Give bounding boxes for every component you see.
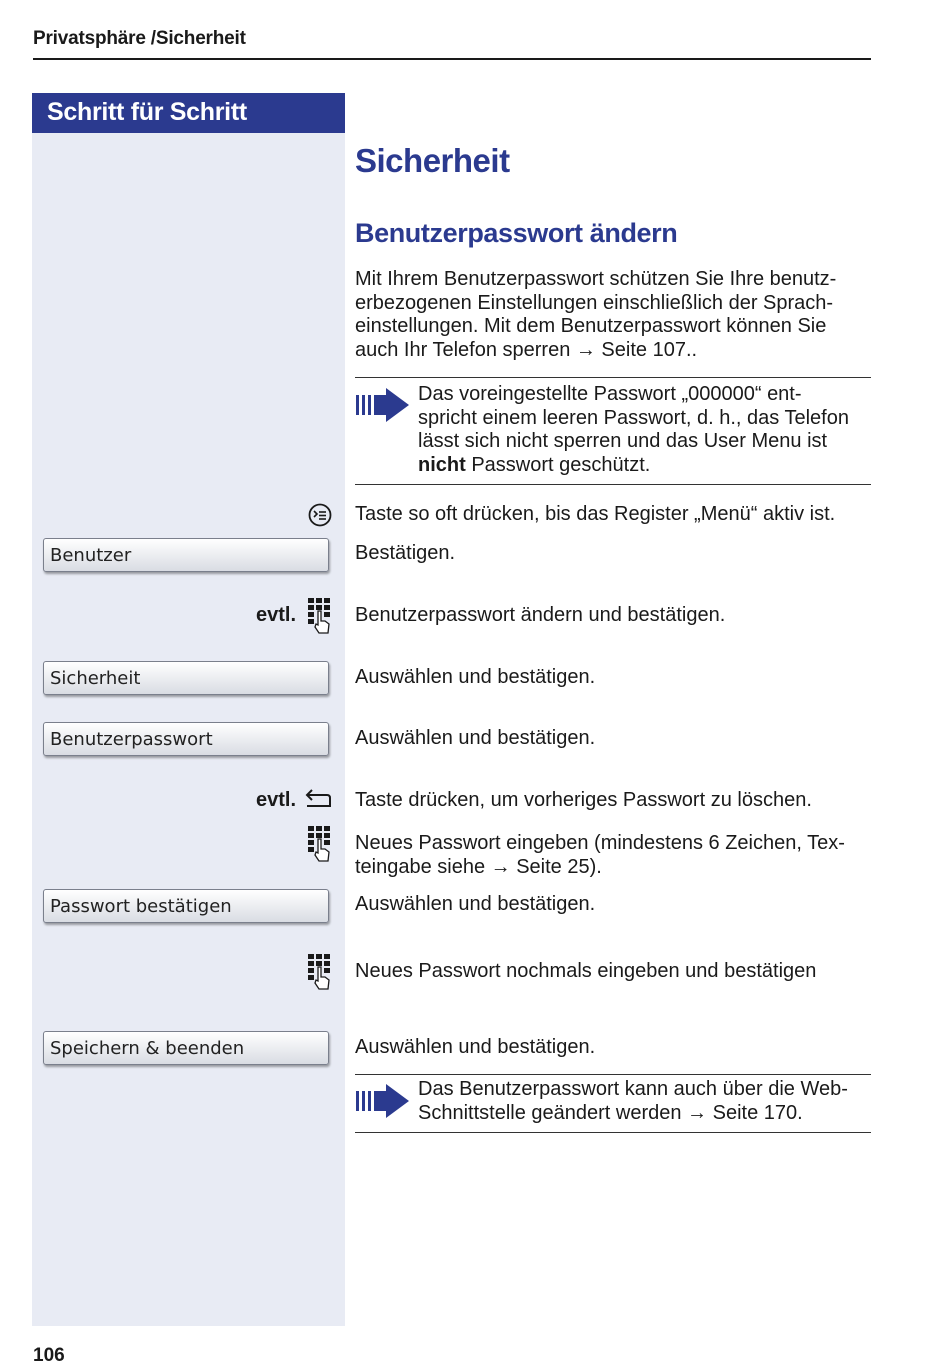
note-line: Das voreingestellte Passwort „000000“ ent- [418,383,802,405]
note-bottom-rule [355,1132,871,1133]
note-top-rule [355,1074,871,1075]
header-rule [33,58,871,60]
softkey-speichern-beenden[interactable] [43,1031,329,1065]
softkey-label: Speichern & beenden [50,1038,245,1059]
note-top-rule [355,377,871,378]
step-text: Auswählen und bestätigen. [355,893,596,915]
note-line: lässt sich nicht sperren und das User Menu ist [418,430,828,452]
softkey-label: Sicherheit [50,668,141,689]
softkey-label: Benutzerpasswort [50,729,213,750]
softkey-benutzerpasswort[interactable] [43,722,329,756]
softkey-benutzer[interactable] [43,538,329,572]
intro-line: Mit Ihrem Benutzerpasswort schützen Sie Ihre benutz- [355,268,837,290]
backspace-key-icon [305,788,333,810]
intro-paragraph [355,268,875,362]
section-title: Sicherheit [355,142,510,179]
intro-line: einstellungen. Mit dem Benutzerpasswort können Sie [355,315,827,337]
intro-line: erbezogenen Einstellungen einschließlich der Sprach- [355,291,834,314]
optional-label: evtl. [256,789,297,811]
softkey-label: Benutzer [50,545,132,566]
sidebar-heading: Schritt für Schritt [47,98,247,126]
step-line: teingabe siehe → Seite 25). [355,855,602,878]
note-line [418,454,878,478]
keypad-icon [307,953,333,991]
step-text: Auswählen und bestätigen. [355,727,596,749]
step-text: Taste drücken, um vorheriges Passwort zu löschen. [355,789,812,811]
note-line: spricht einem leeren Passwort, d. h., das Telefon [418,406,849,429]
intro-line: auch Ihr Telefon sperren → Seite 107.. [355,338,698,361]
optional-label: evtl. [256,604,297,626]
note-line: Schnittstelle geändert werden → Seite 170. [418,1101,803,1124]
note-text [418,383,878,477]
note-line-rest: Passwort geschützt. [465,453,651,476]
softkey-passwort-bestaetigen[interactable] [43,889,329,923]
note-text [418,1078,878,1125]
step-text: Auswählen und bestätigen. [355,1036,596,1058]
step-text: Neues Passwort nochmals eingeben und bestätigen [355,960,817,982]
note-arrow-icon [356,1083,412,1119]
step-text: Bestätigen. [355,542,456,564]
keypad-icon [307,825,333,863]
step-text: Taste so oft drücken, bis das Register „Menü“ aktiv ist. [355,503,836,525]
note-line: Das Benutzerpasswort kann auch über die Web- [418,1078,848,1100]
softkey-sicherheit[interactable] [43,661,329,695]
keypad-icon [307,597,333,635]
step-text [355,832,875,879]
running-header: Privatsphäre /Sicherheit [33,28,246,49]
note-arrow-icon [356,387,412,423]
step-sidebar [32,93,345,1326]
menu-key-icon [307,503,333,527]
sidebar-heading-bar [32,93,345,133]
note-bottom-rule [355,484,871,485]
step-text: Benutzerpasswort ändern und bestätigen. [355,604,726,626]
softkey-label: Passwort bestätigen [50,896,232,917]
subsection-title: Benutzerpasswort ändern [355,218,678,248]
step-text: Auswählen und bestätigen. [355,666,596,688]
page-number: 106 [33,1345,65,1366]
step-line: Neues Passwort eingeben (mindestens 6 Zeichen, Tex- [355,832,845,854]
emphasis: nicht [418,453,466,476]
